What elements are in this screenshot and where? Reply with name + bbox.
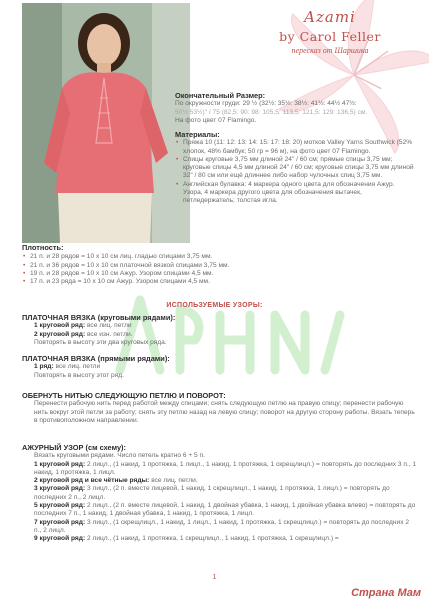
- wrap-turn-text: Перенести рабочую нить перед работой между спицами; снять следующую петлю на правую спицу; перенести рабочую нить вокруг этой петли за работу; снять эту петлю назад на левую спицу; поворот на другую сторону работы. Вязать теперь в противоположном направлении.: [34, 400, 415, 424]
- garter-flat-row-1: [22, 363, 417, 371]
- gauge-item: • 17 п. и 23 ряда = 10 х 10 см Ажур. Узором спицами 4,5 мм.: [22, 278, 417, 286]
- row-label: 9 круговой ряд:: [34, 535, 86, 543]
- garter-flat-section: [22, 355, 417, 380]
- garter-round-row-2: [22, 331, 417, 339]
- garter-round-heading: ПЛАТОЧНАЯ ВЯЗКА (круговыми рядами):: [22, 313, 176, 322]
- materials-list: [175, 139, 415, 205]
- row-label: 1 круговой ряд:: [34, 322, 86, 330]
- lace-section: [22, 444, 417, 544]
- row-text: все лиц. петли: [53, 363, 101, 371]
- garter-flat-repeat: Повторять в высоту этот ряд.: [34, 371, 124, 379]
- materials-item: • Пряжа 10 (11: 12: 13: 14: 15: 17: 18: 20) мотков Valley Yarns Southwick (52% хлопок, 48% бамбук; 50 гр = 96 м), на фото цвет 07 Flamingo.: [175, 139, 415, 156]
- row-label: 5 круговой ряд:: [34, 502, 86, 510]
- row-label: 2 круговой ряд и все чётные ряды:: [34, 477, 150, 485]
- gauge-list: [22, 253, 417, 286]
- gauge-item: • 21 п. и 28 рядов = 10 х 10 см лиц. гладью спицами 3,75 мм.: [22, 253, 417, 261]
- row-text: все лиц. петли: [85, 322, 132, 330]
- garter-round-row-1: [22, 322, 417, 330]
- wrap-turn-section: [22, 392, 417, 425]
- row-label: 1 круговой ряд:: [34, 460, 86, 468]
- lace-row: [22, 519, 417, 536]
- materials-heading: Материалы:: [175, 130, 220, 139]
- wrap-turn-heading: ОБЕРНУТЬ НИТЬЮ СЛЕДУЮЩУЮ ПЕТЛЮ И ПОВОРОТ:: [22, 391, 226, 400]
- designer-byline: by Carol Feller: [279, 29, 381, 44]
- row-text: 3 лицл., (2 п. вместе лицевой, 1 накид, 1 скрещлицл., 1 накид, 1 протяжка, 1 лицл.) = повторять до последних 2 п., 2 лицл.: [34, 485, 390, 501]
- lace-intro: Вязать круговыми рядами. Число петель кратно 6 + 5 п.: [34, 452, 205, 460]
- site-watermark-logo: Страна Мам: [351, 587, 421, 599]
- row-text: 2 лицл., (2 п. вместе лицевой, 1 накид, 1 двойная убавка, 1 накид, 1 двойная убавка влево) = повторять до последних 7 п., 1 накид, 1 двойная убавка, 1 накид, 1 протяжка, 1 лицл.: [34, 502, 416, 518]
- materials-section: [175, 131, 415, 206]
- size-heading: Окончательный Размер:: [175, 91, 266, 100]
- gauge-item: • 21 п. и 36 рядов = 10 х 10 см платочной вязкой спицами 3,75 мм.: [22, 262, 417, 270]
- pattern-title-block: [250, 8, 410, 55]
- garter-round-section: [22, 314, 417, 347]
- row-text: все изн. петли.: [85, 330, 133, 338]
- row-text: 3 лицл., (1 скрещлицл., 1 накид, 1 лицл., 1 накид, 1 протяжка, 1 скрещлицл.) = повторять до последних 2 п., 2 лицл.: [34, 518, 409, 534]
- row-label: 7 круговой ряд:: [34, 518, 86, 526]
- translation-credit: пересказ от Шаршика: [291, 46, 369, 55]
- patterns-heading: ИСПОЛЬЗУЕМЫЕ УЗОРЫ:: [166, 302, 263, 309]
- lace-row: [22, 502, 417, 519]
- row-label: 2 круговой ряд:: [34, 330, 86, 338]
- size-line-2: 50½ 53½)" / 75 (82,5: 90: 98: 105,5: 113,5: 121,5: 129: 136,5) см.: [175, 108, 368, 116]
- size-section: [175, 92, 415, 125]
- row-label: 3 круговой ряд:: [34, 485, 86, 493]
- model-photo: [22, 3, 190, 243]
- size-line-1: По окружности груди: 29 ½ (32½: 35½: 38½: 41½: 44½ 47½:: [175, 100, 357, 108]
- lace-row: [22, 535, 417, 543]
- row-text: 2 лицл., (1 накид, 1 протяжка, 1 скрещлицл., 1 накид, 1 протяжка, 1 скрещлицл.) =: [85, 535, 339, 543]
- size-line-3: На фото цвет 07 Flamingo.: [175, 116, 257, 124]
- page-number: 1: [212, 574, 217, 581]
- gauge-section: [22, 244, 417, 286]
- lace-row: [22, 461, 417, 478]
- gauge-heading: Плотность:: [22, 243, 64, 252]
- row-text: 2 лицл., (1 накид, 1 протяжка, 1 лицл., 1 накид, 1 протяжка, 1 скрещлицл.) = повторять до последних 3 п., 1 накид, 1 протяжка, 1 лицл.: [34, 460, 417, 476]
- row-label: 1 ряд:: [34, 363, 54, 371]
- garter-round-repeat: Повторять в высоту эти два круговых ряда.: [34, 338, 167, 346]
- gauge-item: • 19 п. и 28 рядов = 10 х 10 см Ажур. Узором спицами 4,5 мм.: [22, 270, 417, 278]
- materials-item: • Английская булавка: 4 маркера одного цвета для обозначения Ажур. Узора, 4 маркера другого цвета для обозначения вытачек, петледержатель; толстая игла.: [175, 181, 415, 206]
- garter-flat-heading: ПЛАТОЧНАЯ ВЯЗКА (прямыми рядами):: [22, 354, 170, 363]
- materials-item: • Спицы круговые 3,75 мм длиной 24" / 60 см; прямые спицы 3,75 мм; круговые спицы 4,5 мм длиной 24" / 60 см; круговые спицы 3,75 мм длиной 32" / 80 см или ещё длиннее либо набор чулочных спиц 3,75 мм.: [175, 156, 415, 181]
- pattern-name: Azami: [304, 8, 356, 26]
- lace-heading: АЖУРНЫЙ УЗОР (см схему):: [22, 443, 126, 452]
- row-text: все лиц. петли.: [149, 477, 198, 485]
- lace-row: [22, 485, 417, 502]
